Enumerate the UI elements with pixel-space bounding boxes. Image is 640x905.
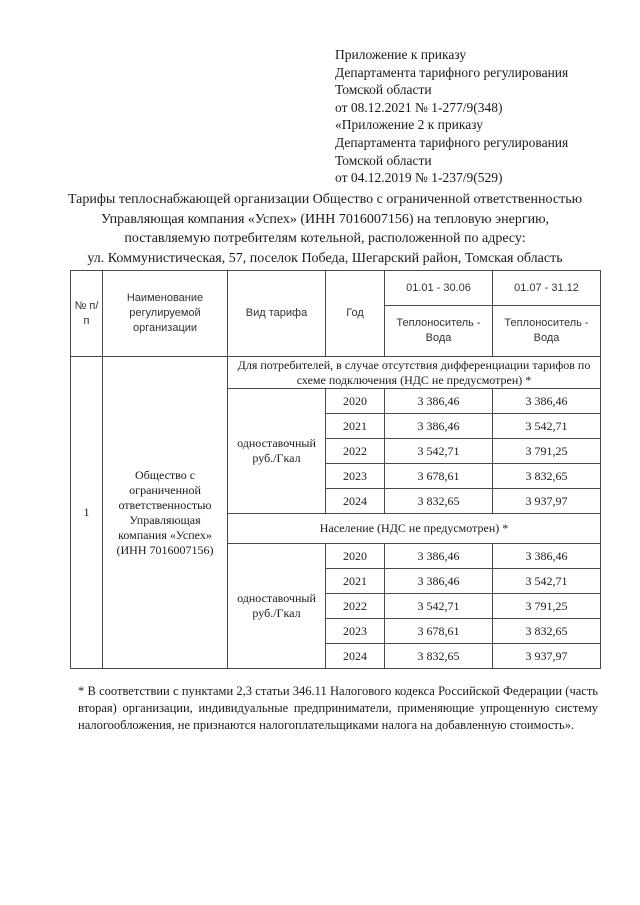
header-tariff-type-cell: Вид тарифа <box>228 271 326 357</box>
section-caption: Для потребителей, в случае отсутствия дифференциации тарифов по схеме подключения (НДС не предусмотрен) * <box>228 357 601 389</box>
header-year-cell: Год <box>326 271 385 357</box>
tariff-value-h1: 3 386,46 <box>385 544 493 569</box>
title-line: Управляющая компания «Успех» (ИНН 7016007156) на тепловую энергию, <box>100 211 550 227</box>
tariff-table <box>70 270 601 669</box>
header-line: Департамента тарифного регулирования <box>335 134 569 150</box>
organization-name-cell: Общество с ограниченной ответственностью Управляющая компания «Успех» (ИНН 7016007156) <box>103 357 228 669</box>
tariff-value-h2: 3 937,97 <box>493 489 601 514</box>
tariff-value-h1: 3 832,65 <box>385 644 493 669</box>
header-num-cell: № п/п <box>71 271 103 357</box>
year-cell: 2024 <box>326 489 385 514</box>
header-medium1-cell: Теплоноситель - Вода <box>385 306 493 357</box>
tariff-value-h2: 3 386,46 <box>493 389 601 414</box>
tariff-value-h2: 3 791,25 <box>493 439 601 464</box>
year-cell: 2023 <box>326 464 385 489</box>
year-cell: 2021 <box>326 414 385 439</box>
year-cell: 2022 <box>326 594 385 619</box>
section-caption: Население (НДС не предусмотрен) * <box>228 514 601 544</box>
header-medium2-cell: Теплоноситель - Вода <box>493 306 601 357</box>
header-line: Департамента тарифного регулирования <box>335 64 569 80</box>
header-period1-cell: 01.01 - 30.06 <box>385 271 493 306</box>
title-line: поставляемую потребителям котельной, расположенной по адресу: <box>124 231 526 246</box>
tariff-value-h1: 3 542,71 <box>385 594 493 619</box>
tariff-value-h1: 3 386,46 <box>385 389 493 414</box>
header-line: Томской области <box>335 152 432 168</box>
header-line: «Приложение 2 к приказу <box>335 117 483 133</box>
tariff-value-h1: 3 386,46 <box>385 414 493 439</box>
title-line: ул. Коммунистическая, 57, поселок Победа, Шегарский район, Томская область <box>87 250 563 266</box>
tariff-value-h2: 3 832,65 <box>493 619 601 644</box>
header-period2-cell: 01.07 - 31.12 <box>493 271 601 306</box>
header-line: Приложение к приказу <box>335 47 467 62</box>
header-line: от 08.12.2021 № 1-277/9(348) <box>335 99 503 115</box>
tariff-value-h1: 3 678,61 <box>385 619 493 644</box>
tariff-value-h1: 3 542,71 <box>385 439 493 464</box>
year-cell: 2024 <box>326 644 385 669</box>
tariff-value-h2: 3 542,71 <box>493 569 601 594</box>
tax-footnote: * В соответствии с пунктами 2,3 статьи 346.11 Налогового кодекса Российской Федерации (часть вторая) организации, индивидуальные предприниматели, применяющие упрощенную систему налогообложения, не признаются налогоплательщиками налога на добавленную стоимость». <box>78 684 598 733</box>
tariff-value-h1: 3 678,61 <box>385 464 493 489</box>
row-number-cell: 1 <box>71 357 103 669</box>
header-org-cell: Наименование регулируемой организации <box>103 271 228 357</box>
header-line: Томской области <box>335 82 432 98</box>
tariff-value-h1: 3 386,46 <box>385 569 493 594</box>
tariff-value-h2: 3 542,71 <box>493 414 601 439</box>
tariff-type-cell: одноставочный руб./Гкал <box>228 544 326 669</box>
order-appendix-header <box>335 46 625 187</box>
year-cell: 2020 <box>326 389 385 414</box>
tariff-value-h2: 3 791,25 <box>493 594 601 619</box>
title-line: Тарифы теплоснабжающей организации Общество с ограниченной ответственностью <box>67 192 583 207</box>
tariff-value-h1: 3 832,65 <box>385 489 493 514</box>
year-cell: 2022 <box>326 439 385 464</box>
tariff-value-h2: 3 937,97 <box>493 644 601 669</box>
tariff-value-h2: 3 832,65 <box>493 464 601 489</box>
year-cell: 2021 <box>326 569 385 594</box>
section-caption-row <box>71 357 601 389</box>
table-header-row <box>71 271 601 306</box>
year-cell: 2020 <box>326 544 385 569</box>
document-title <box>40 190 610 268</box>
tariff-type-cell: одноставочный руб./Гкал <box>228 389 326 514</box>
tariff-value-h2: 3 386,46 <box>493 544 601 569</box>
year-cell: 2023 <box>326 619 385 644</box>
header-line: от 04.12.2019 № 1-237/9(529) <box>335 170 503 186</box>
